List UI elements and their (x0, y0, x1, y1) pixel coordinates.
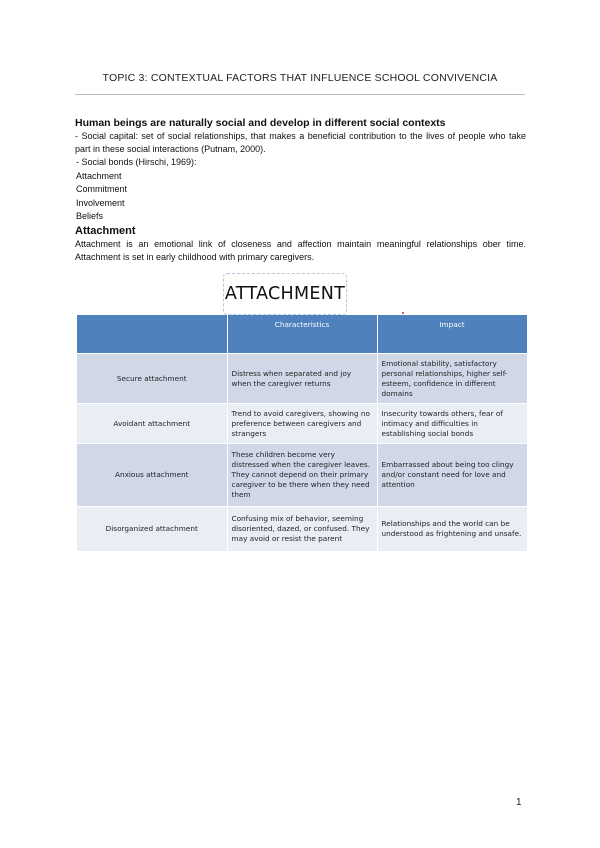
table-row (77, 404, 527, 444)
table-header-characteristics: Characteristics (227, 315, 377, 354)
figure-title-box (223, 273, 347, 315)
page-number: 1 (516, 797, 522, 808)
bond-item-commitment: Commitment (76, 184, 128, 194)
attachment-table (77, 315, 528, 551)
bond-item-beliefs: Beliefs (76, 211, 104, 221)
characteristics-cell: Distress when separated and joy when the caregiver returns (227, 354, 377, 404)
row-label: Disorganized attachment (77, 507, 227, 552)
table-header-row (77, 315, 527, 354)
row-label: Secure attachment (77, 354, 227, 404)
characteristics-cell: Confusing mix of behavior, seeming disoriented, dazed, or confused. They may avoid or resist the parent (227, 507, 377, 552)
impact-cell: Insecurity towards others, fear of intimacy and difficulties in establishing social bonds (377, 404, 527, 444)
characteristics-cell: These children become very distressed when the caregiver leaves. They cannot depend on their primary caregiver to be there when they need them (227, 444, 377, 507)
table-row (77, 354, 527, 404)
row-label: Avoidant attachment (77, 404, 227, 444)
impact-cell: Relationships and the world can be understood as frightening and unsafe. (377, 507, 527, 552)
page-header-title: TOPIC 3: CONTEXTUAL FACTORS THAT INFLUENCE SCHOOL CONVIVENCIA (102, 72, 498, 84)
table-header-empty (77, 315, 227, 354)
bond-item-involvement: Involvement (76, 197, 125, 208)
impact-cell: Emotional stability, satisfactory personal relationships, higher self-esteem, confidence in different domains (377, 354, 527, 404)
figure-title: ATTACHMENT (224, 284, 346, 304)
social-bonds-label: - Social bonds (Hirschi, 1969): (76, 157, 197, 167)
header-divider (75, 94, 525, 95)
bond-item-attachment: Attachment (76, 170, 122, 181)
red-marker-dot (402, 312, 404, 314)
table-header-impact: Impact (377, 315, 527, 354)
social-capital-paragraph: - Social capital: set of social relationships, that makes a beneficial contribution to the lives of people who take part in these social interactions (Putnam, 2000). (75, 131, 526, 154)
row-label: Anxious attachment (77, 444, 227, 507)
attachment-paragraph: Attachment is an emotional link of closeness and affection maintain meaningful relationships ober time. Attachment is set in early childhood with primary caregivers. (75, 238, 526, 262)
characteristics-cell: Trend to avoid caregivers, showing no preference between caregivers and strangers (227, 404, 377, 444)
section-heading-attachment: Attachment (75, 224, 136, 237)
section-heading-social: Human beings are naturally social and develop in different social contexts (75, 117, 446, 129)
table-row (77, 444, 527, 507)
impact-cell: Embarrassed about being too clingy and/or constant need for love and attention (377, 444, 527, 507)
document-body (75, 117, 526, 264)
table-row (77, 507, 527, 552)
